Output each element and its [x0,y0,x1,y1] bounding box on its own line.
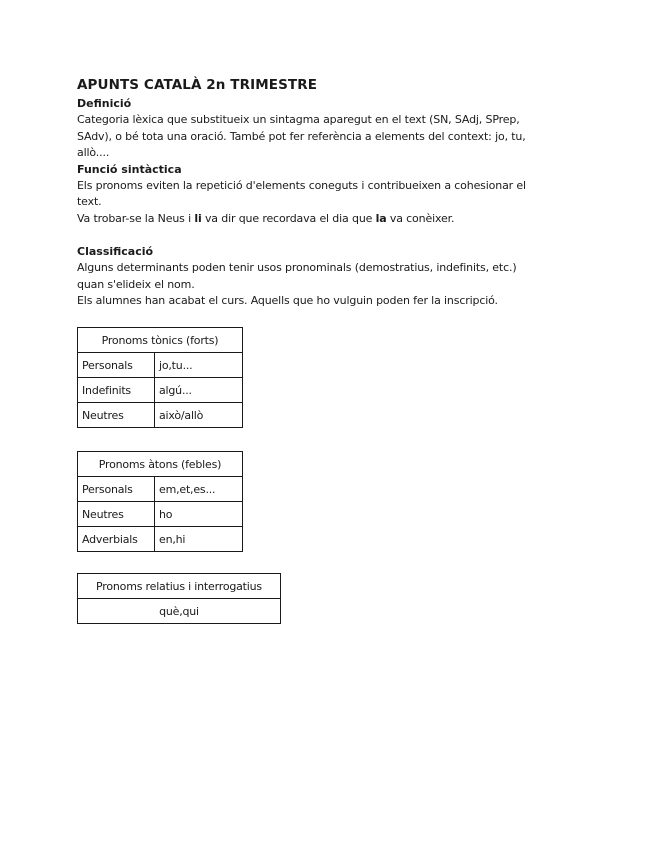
table-row [78,378,243,403]
table-cell-label: Neutres [78,403,155,428]
table-row [78,477,243,502]
example-text: va conèixer. [386,211,455,225]
classificacio-heading: Classificació [77,245,154,258]
table-row [78,527,243,552]
table-header: Pronoms tònics (forts) [78,328,243,353]
table-cell-label: Adverbials [78,527,155,552]
table-cell-value: què,qui [78,599,281,624]
table-cell-value: ho [155,502,243,527]
document-body [77,77,577,310]
example-text: va dir que recordava el dia que [201,211,376,225]
funcio-example [77,211,577,228]
funcio-heading: Funció sintàctica [77,162,182,176]
definicio-line: SAdv), o bé tota una oració. També pot fer referència a elements del context: jo, tu, [77,129,526,143]
example-bold-li: li [194,211,202,225]
example-bold-la: la [375,211,387,225]
funcio-line: text. [77,195,102,208]
document-title: APUNTS CATALÀ 2n TRIMESTRE [77,77,318,93]
table-cell-value: algú... [155,378,243,403]
definicio-line: allò.... [77,146,110,159]
table-cell-label: Neutres [78,502,155,527]
table-pronoms-atons [77,451,243,552]
table-row [78,599,281,624]
table-cell-label: Personals [78,353,155,378]
table-cell-value: això/allò [155,403,243,428]
table-row [78,353,243,378]
classificacio-line: Els alumnes han acabat el curs. Aquells que ho vulguin poden fer la inscripció. [77,294,498,307]
definicio-heading: Definició [77,97,132,110]
table-cell-value: jo,tu... [155,353,243,378]
table-row [78,403,243,428]
example-text: Va trobar-se la Neus i [77,211,195,225]
table-header: Pronoms àtons (febles) [78,452,243,477]
table-cell-label: Indefinits [78,378,155,403]
table-pronoms-tonics [77,327,243,428]
classificacio-line: quan s'elideix el nom. [77,277,195,291]
table-cell-label: Personals [78,477,155,502]
table-header: Pronoms relatius i interrogatius [78,574,281,599]
table-cell-value: en,hi [155,527,243,552]
funcio-line: Els pronoms eviten la repetició d'elements coneguts i contribueixen a cohesionar el [77,178,526,192]
table-pronoms-relatius [77,573,281,624]
table-cell-value: em,et,es... [155,477,243,502]
definicio-line: Categoria lèxica que substitueix un sintagma aparegut en el text (SN, SAdj, SPrep, [77,113,520,126]
classificacio-line: Alguns determinants poden tenir usos pronominals (demostratius, indefinits, etc.) [77,261,517,274]
table-row [78,502,243,527]
